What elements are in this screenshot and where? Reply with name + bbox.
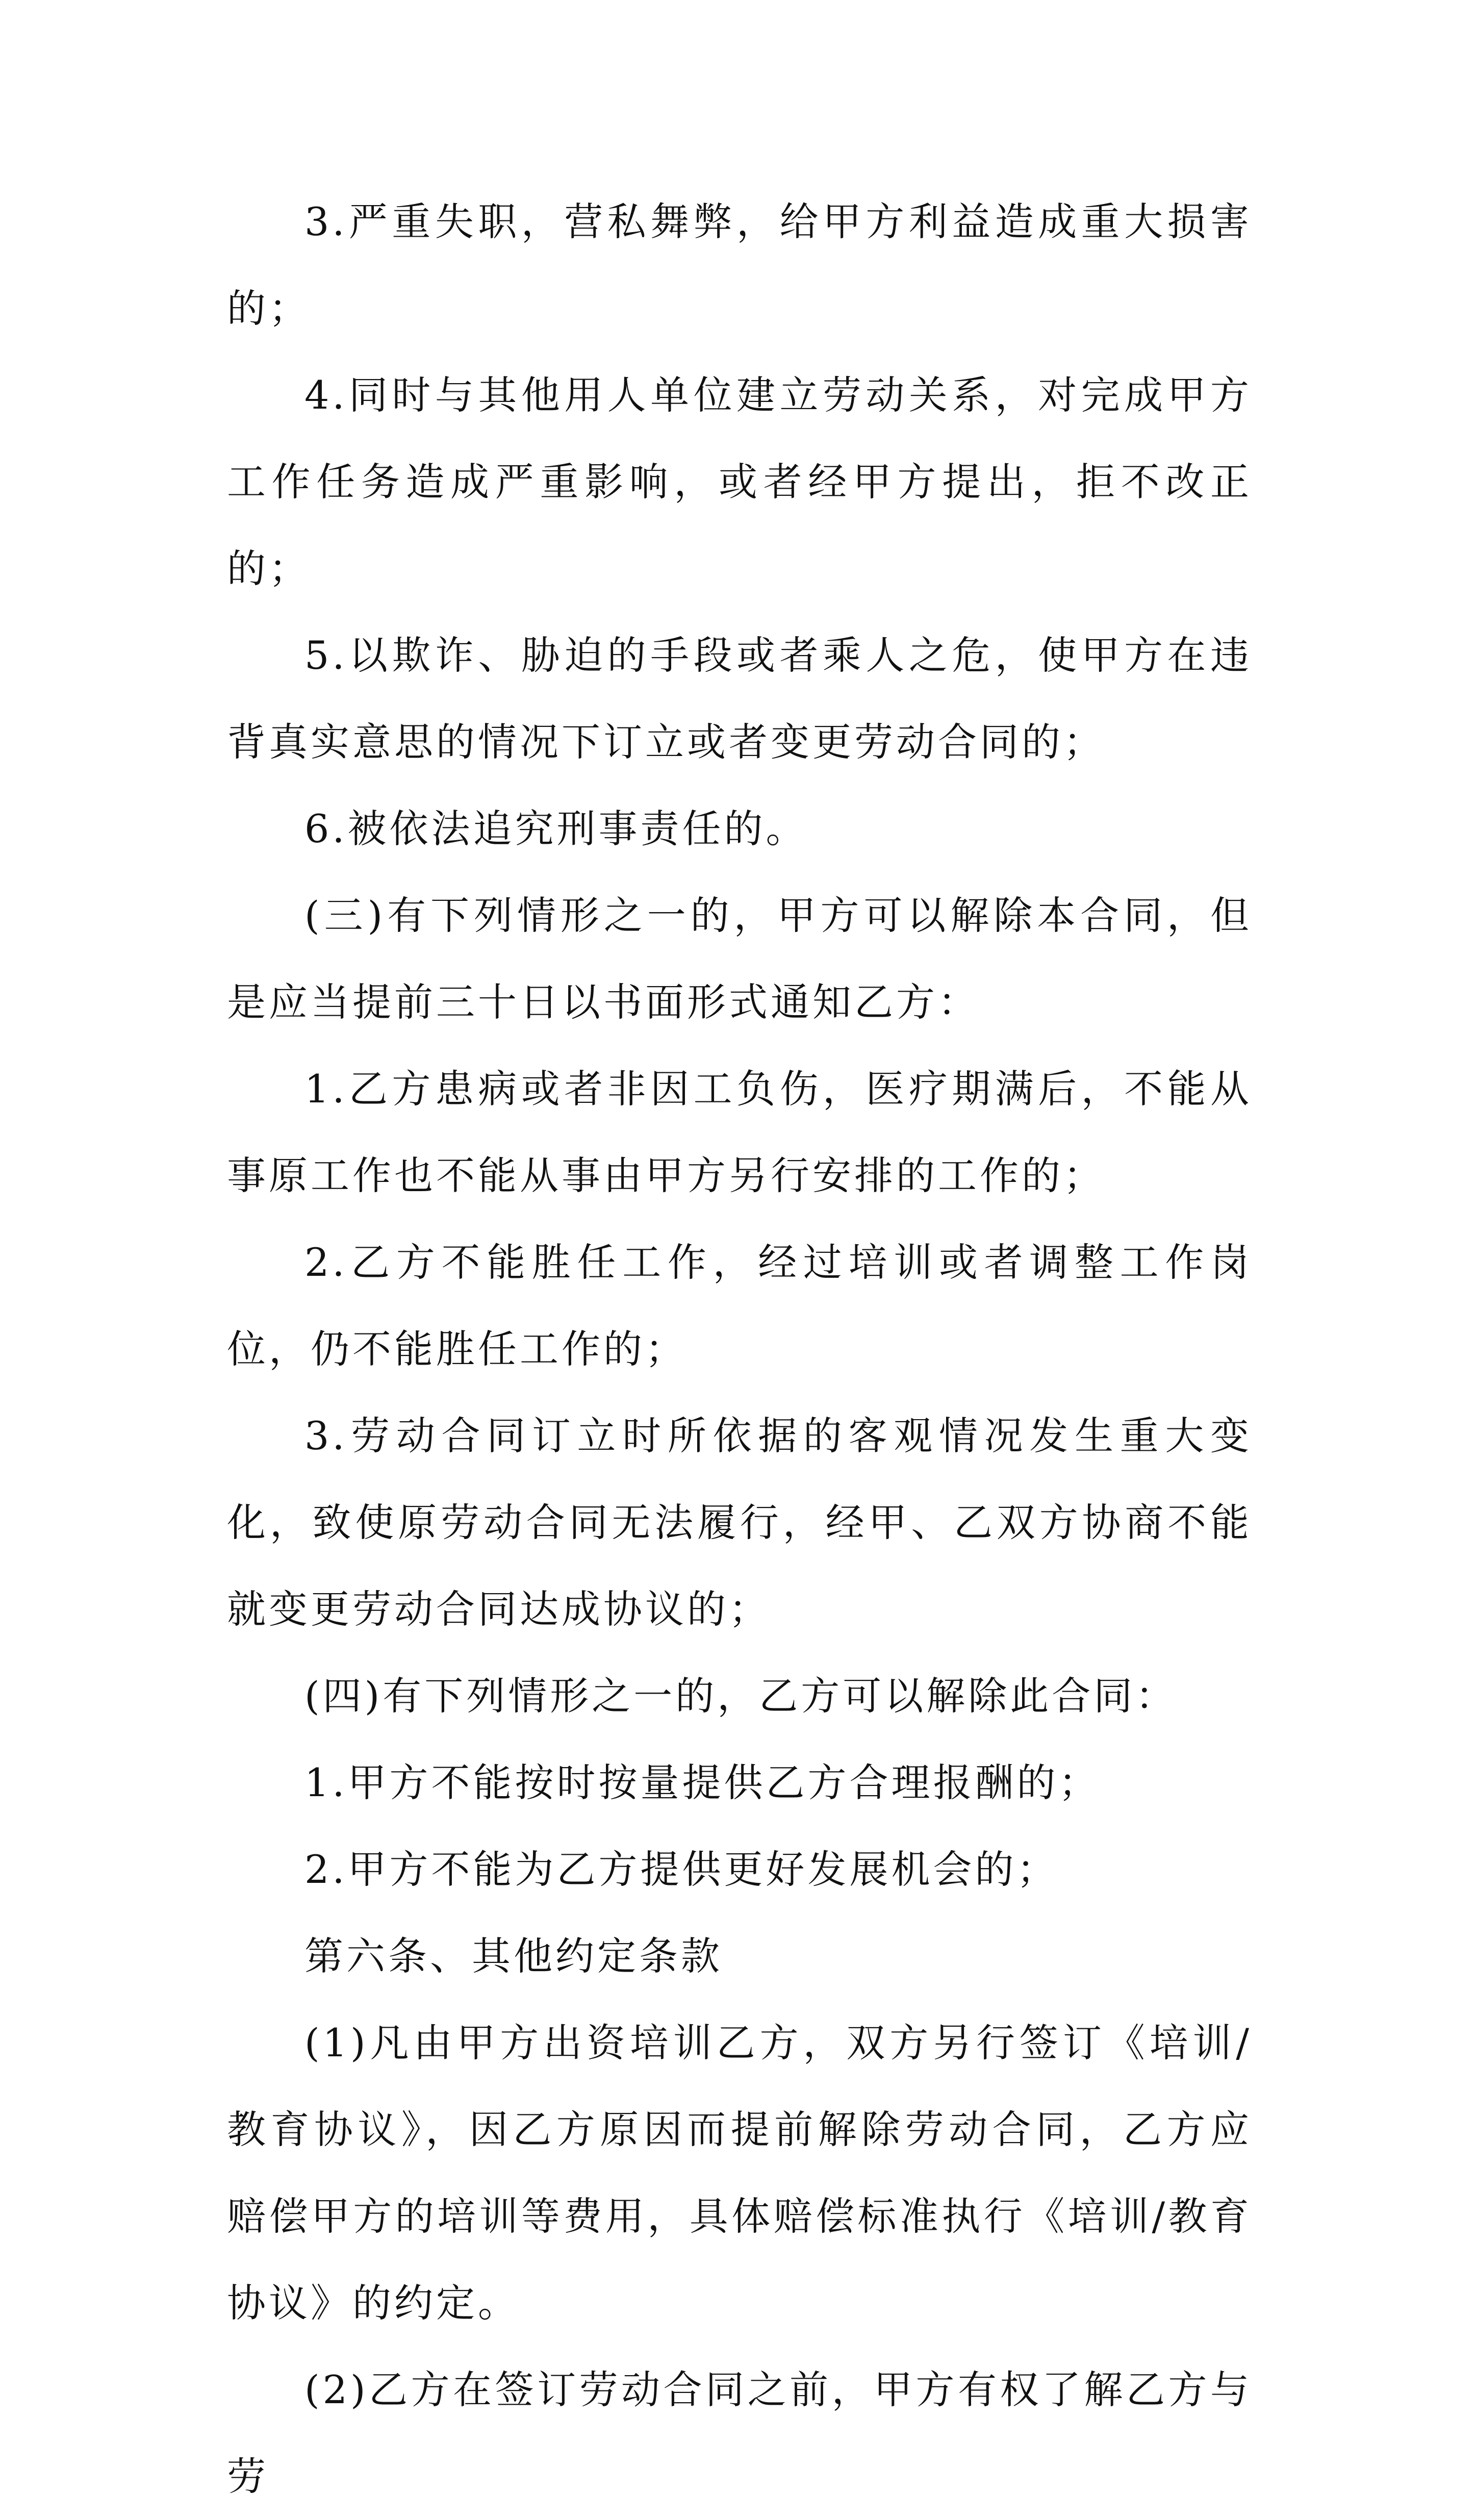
- paragraph-clause-3-dereliction: 3.严重失职，营私舞弊，给甲方利益造成重大损害的；: [227, 199, 1252, 331]
- paragraph-clause-5-fraud: 5.以欺诈、胁迫的手段或者乘人之危，使甲方在违背真实意思的情况下订立或者变更劳动合同的；: [227, 633, 1252, 765]
- document-body: [227, 179, 1252, 2520]
- paragraph-employee-item-2-opportunity: 2.甲方不能为乙方提供更好发展机会的；: [304, 1847, 1059, 1892]
- paragraph-clause-4-dual-employment: 4.同时与其他用人单位建立劳动关系，对完成甲方工作任务造成严重影响，或者经甲方提出，拒不改正的；: [227, 372, 1252, 591]
- paragraph-notice-item-1-illness: 1.乙方患病或者非因工负伤，医疗期满后，不能从事原工作也不能从事由甲方另行安排的工作的；: [227, 1066, 1252, 1198]
- paragraph-article-6-item-2-prior-contract: (2)乙方在签订劳动合同之前，甲方有权了解乙方与劳: [227, 2367, 1252, 2499]
- paragraph-section-4-employee-termination: (四)有下列情形之一的，乙方可以解除此合同：: [304, 1673, 1178, 1719]
- paragraph-notice-item-3-circumstances: 3.劳动合同订立时所依据的客观情况发生重大变化，致使原劳动合同无法履行，经甲、乙双方协商不能就变更劳动合同达成协议的；: [227, 1413, 1252, 1632]
- paragraph-clause-6-criminal: 6.被依法追究刑事责任的。: [304, 806, 808, 851]
- article-6-heading: 第六条、其他约定条款: [304, 1933, 723, 1979]
- paragraph-section-3-notice-termination: (三)有下列情形之一的，甲方可以解除本合同，但是应当提前三十日以书面形式通知乙方：: [227, 893, 1252, 1025]
- paragraph-notice-item-2-incompetence: 2.乙方不能胜任工作，经过培训或者调整工作岗位，仍不能胜任工作的；: [227, 1240, 1252, 1372]
- paragraph-article-6-item-1-training: (1)凡由甲方出资培训乙方，双方另行签订《培训/教育协议》，因乙方原因而提前解除劳动合同，乙方应赔偿甲方的培训等费用，具体赔偿标准执行《培训/教育协议》的约定。: [227, 2020, 1252, 2326]
- paragraph-employee-item-1-pay: 1.甲方不能按时按量提供乙方合理报酬的；: [304, 1760, 1101, 1805]
